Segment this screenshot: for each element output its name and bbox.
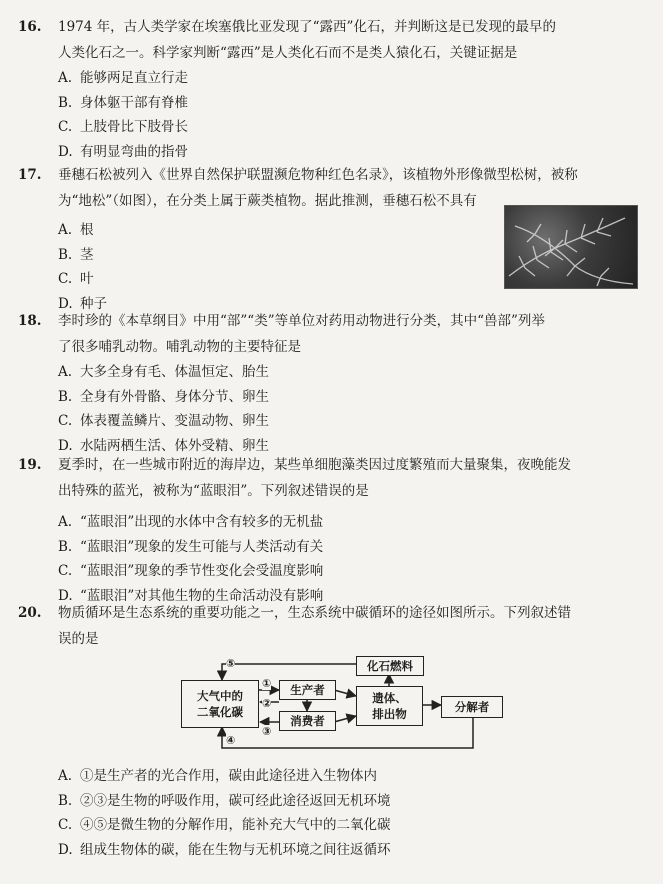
question-stem-line1: 夏季时，在一些城市附近的海岸边，某些单细胞藻类因过度繁殖而大量聚集，夜晚能发: [58, 457, 571, 473]
remains-label: 遗体、 排出物: [372, 691, 407, 721]
question-stem-line2: 人类化石之一。科学家判断“露西”是人类化石而不是类人猿化石，关键证据是: [58, 45, 518, 61]
question-stem-line2: 出特殊的蓝光，被称为“蓝眼泪”。下列叙述错误的是: [58, 483, 369, 499]
question-stem-line2: 了很多哺乳动物。哺乳动物的主要特征是: [58, 339, 301, 355]
decomposer-label: 分解者: [454, 700, 490, 714]
question-number: 20.: [18, 605, 42, 621]
question-stem-line1: 1974 年，古人类学家在埃塞俄比亚发现了“露西”化石，并判断这是已发现的最早的: [58, 19, 556, 35]
option-a[interactable]: A. ①是生产者的光合作用，碳由此途径进入生物体内: [58, 768, 377, 784]
question-stem-line2: 为“地松”（如图），在分类上属于蕨类植物。据此推测，垂穗石松不具有: [58, 193, 477, 209]
question-stem-line1: 李时珍的《本草纲目》中用“部”“类”等单位对药用动物进行分类，其中“兽部”列举: [58, 313, 545, 329]
label-2: ②: [262, 697, 272, 710]
option-a[interactable]: A. 能够两足直立行走: [58, 70, 188, 86]
option-d[interactable]: D. 水陆两栖生活、体外受精、卵生: [58, 437, 269, 454]
option-b[interactable]: B. “蓝眼泪”现象的发生可能与人类活动有关: [58, 538, 324, 555]
option-c[interactable]: C. ④⑤是微生物的分解作用，能补充大气中的二氧化碳: [58, 817, 391, 833]
decomposer-box: [441, 696, 503, 718]
clubmoss-image: [505, 206, 637, 288]
consumer-box: [279, 711, 336, 731]
atmosphere-co2-box: [181, 680, 259, 728]
option-b[interactable]: B. 全身有外骨骼、身体分节、卵生: [58, 388, 269, 405]
question-20-options: [18, 764, 649, 862]
question-stem-line1: 物质循环是生态系统的重要功能之一，生态系统中碳循环的途径如图所示。下列叙述错: [58, 605, 571, 621]
question-19: [18, 452, 649, 608]
remains-box: [356, 686, 423, 726]
question-16: [18, 14, 649, 164]
option-c[interactable]: C. 上肢骨比下肢骨长: [58, 119, 188, 135]
option-a[interactable]: A. 根: [58, 222, 94, 238]
option-d[interactable]: D. 有明显弯曲的指骨: [58, 143, 188, 160]
fossil-fuel-box: [356, 656, 424, 676]
option-d[interactable]: D. 组成生物体的碳，能在生物与无机环境之间往返循环: [58, 841, 391, 858]
question-stem-line2: 误的是: [58, 631, 99, 647]
label-1: ①: [262, 677, 272, 690]
consumer-label: 消费者: [290, 714, 325, 728]
clubmoss-photo: [504, 205, 638, 289]
option-b[interactable]: B. 茎: [58, 246, 94, 263]
option-b[interactable]: B. 身体躯干部有脊椎: [58, 94, 188, 111]
question-number: 17.: [18, 167, 42, 183]
question-number: 19.: [18, 457, 42, 473]
question-18: [18, 308, 649, 458]
option-b[interactable]: B. ②③是生物的呼吸作用，碳可经此途径返回无机环境: [58, 792, 391, 809]
label-4: ④: [226, 734, 236, 747]
label-3: ③: [262, 725, 272, 738]
question-stem-line1: 垂穗石松被列入《世界自然保护联盟濒危物种红色名录》，该植物外形像微型松树，被称: [58, 167, 578, 183]
producer-label: 生产者: [290, 683, 325, 697]
option-d[interactable]: D. “蓝眼泪”对其他生物的生命活动没有影响: [58, 587, 324, 604]
label-5: ⑤: [226, 657, 236, 670]
question-20: [18, 600, 649, 652]
fossil-fuel-label: 化石燃料: [367, 659, 413, 673]
option-c[interactable]: C. 叶: [58, 271, 94, 287]
option-a[interactable]: A. 大多全身有毛、体温恒定、胎生: [58, 364, 269, 380]
option-d[interactable]: D. 种子: [58, 295, 107, 312]
question-number: 16.: [18, 19, 42, 35]
producer-box: [279, 680, 336, 700]
option-c[interactable]: C. 体表覆盖鳞片、变温动物、卵生: [58, 413, 269, 429]
option-a[interactable]: A. “蓝眼泪”出现的水体中含有较多的无机盐: [58, 514, 324, 530]
question-number: 18.: [18, 313, 42, 329]
option-c[interactable]: C. “蓝眼泪”现象的季节性变化会受温度影响: [58, 563, 324, 579]
atmosphere-label: 大气中的 二氧化碳: [197, 689, 243, 719]
